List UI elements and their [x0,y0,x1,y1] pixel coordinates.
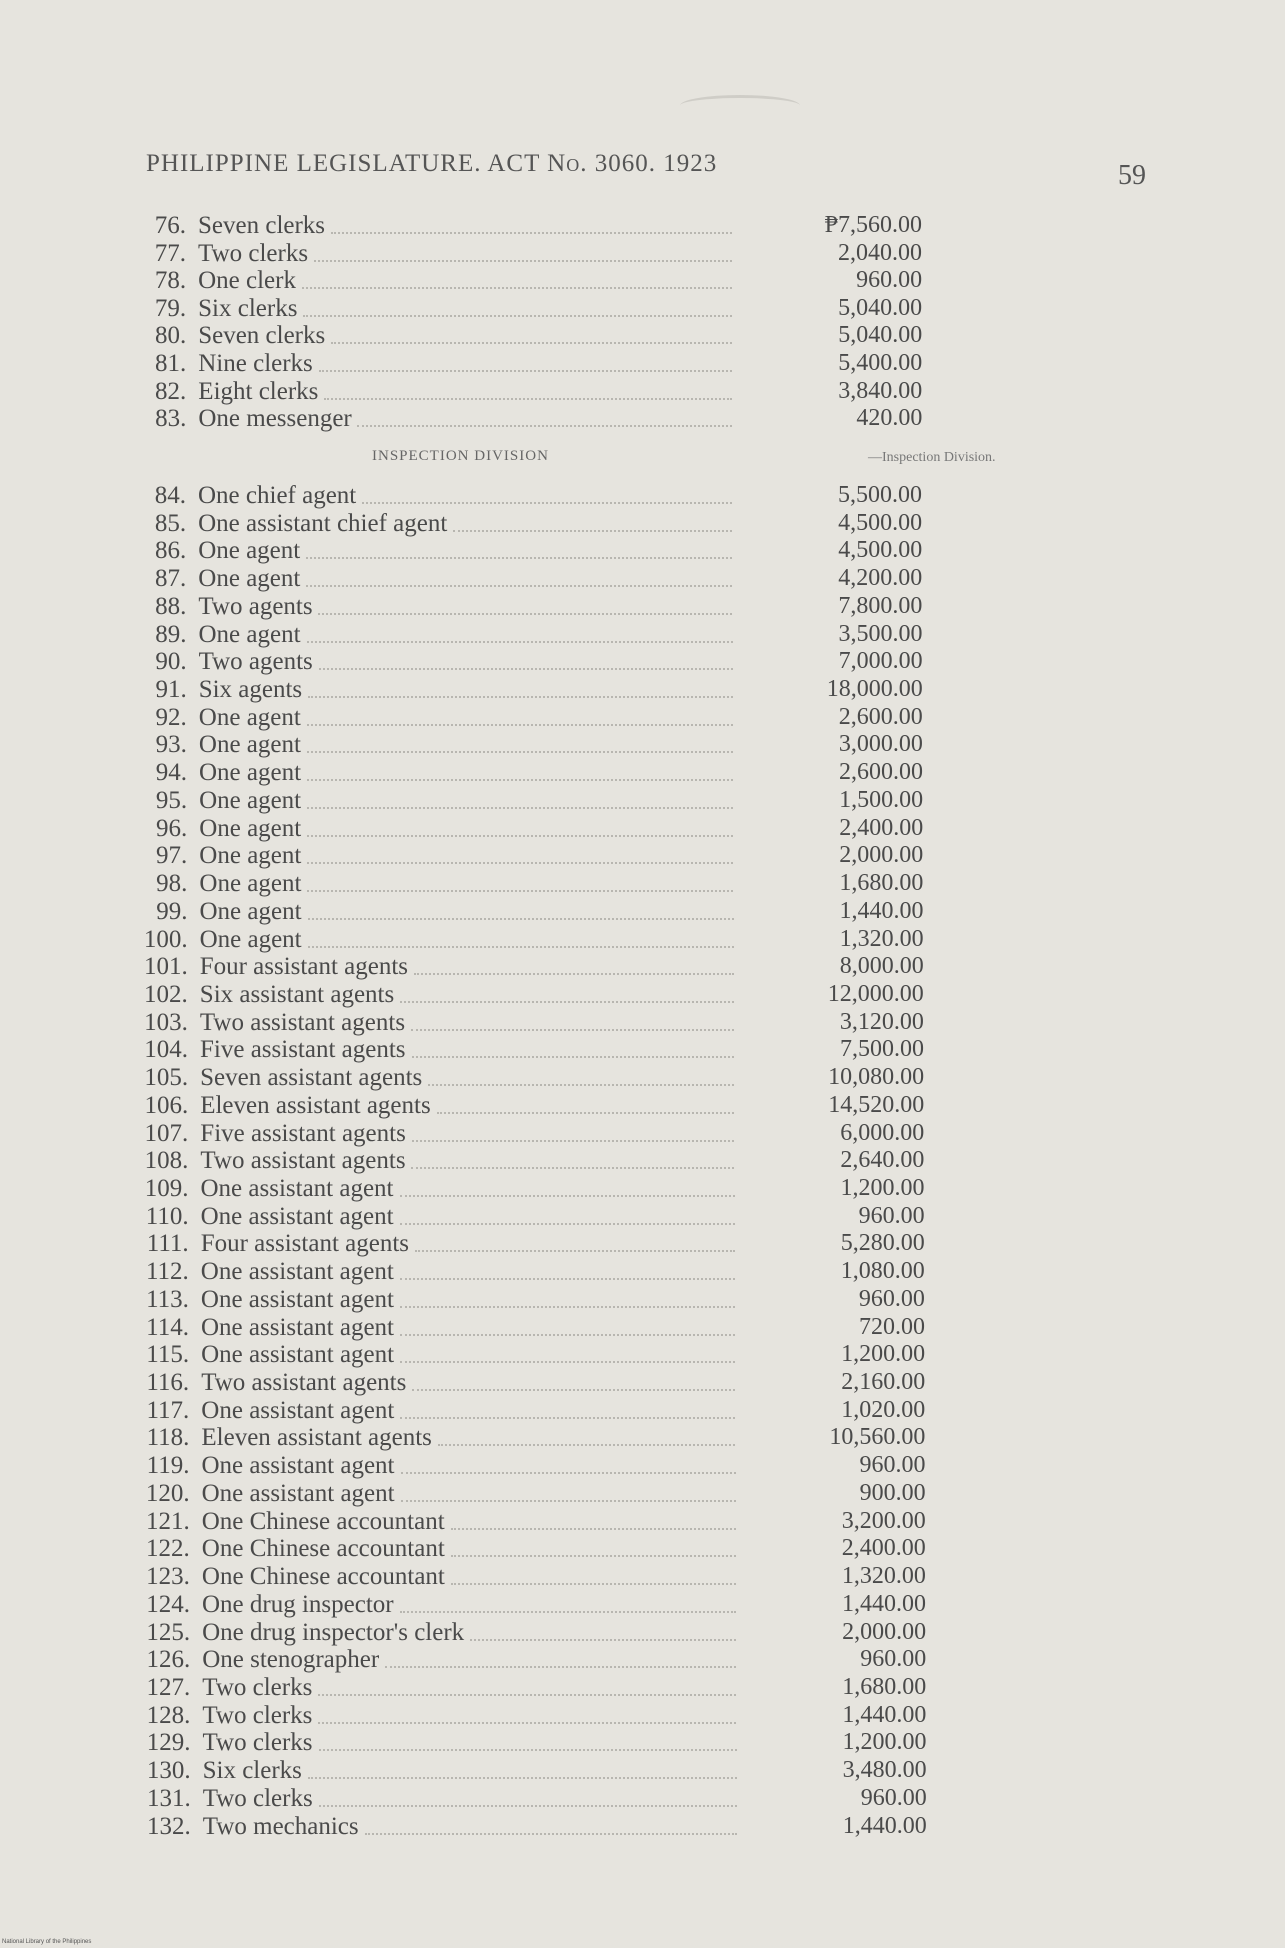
page-header: PHILIPPINE LEGISLATURE. ACT No. 3060. 1923 [146,150,718,177]
item-number: 127. [146,1673,191,1701]
item-number: 130. [146,1757,191,1785]
dot-leader [357,421,732,427]
item-number: 113. [146,1285,189,1313]
item-number: 123. [146,1563,190,1591]
dot-leader [453,526,732,532]
item-number: 94. [155,759,187,787]
item-amount: 3,500.00 [838,620,923,647]
table-row [0,295,1285,323]
dot-leader [400,1302,735,1308]
item-description: One agent [198,620,301,648]
item-number: 119. [146,1452,190,1480]
dot-leader [470,1635,736,1641]
item-number: 76. [154,212,186,239]
item-description: One assistant agent [200,1258,394,1286]
item-number: 93. [155,731,187,759]
item-description: Five assistant agents [200,1119,406,1147]
dot-leader [401,1496,736,1502]
item-number: 100. [143,925,188,953]
item-description: One agent [199,759,302,787]
table-row [0,240,1285,268]
dot-leader [451,1551,736,1557]
dot-leader [400,1607,736,1613]
dot-leader [308,1773,737,1779]
table-row [0,1009,1285,1037]
item-description: One assistant agent [201,1313,395,1341]
item-description: One assistant agent [200,1202,394,1230]
dot-leader [318,609,732,615]
dot-leader [302,283,732,289]
item-number: 82. [155,377,187,405]
table-row [0,759,1285,787]
item-amount: 3,480.00 [842,1757,927,1784]
item-description: One Chinese accountant [201,1507,445,1535]
table-row [0,1674,1285,1702]
item-description: One agent [199,897,302,925]
dot-leader [400,997,734,1003]
item-description: Two clerks [202,1673,313,1701]
item-number: 105. [144,1064,189,1092]
item-amount: 3,000.00 [838,731,923,758]
item-number: 97. [156,842,188,870]
table-row [0,378,1285,406]
dot-leader [401,1468,736,1474]
item-amount: 18,000.00 [826,676,923,703]
dot-leader [365,1829,737,1835]
table-row [0,787,1285,815]
table-row [0,1480,1285,1508]
item-number: 104. [144,1036,188,1064]
dot-leader [308,914,734,920]
item-amount: 2,600.00 [838,703,923,730]
dot-leader [308,692,733,698]
section-heading: INSPECTION DIVISION [372,448,549,464]
item-amount: 2,640.00 [840,1147,925,1174]
table-row [0,1314,1285,1342]
dot-leader [331,228,732,234]
table-row [0,815,1285,843]
item-amount: 1,200.00 [842,1729,927,1756]
table-row [0,1120,1285,1148]
item-amount: 10,560.00 [829,1424,926,1451]
item-number: 98. [156,870,188,898]
item-amount: 4,500.00 [838,537,923,564]
item-amount: ₱7,560.00 [824,212,922,238]
dot-leader [319,366,732,372]
item-amount: 1,440.00 [842,1812,927,1839]
item-number: 124. [146,1590,190,1618]
dot-leader [414,969,734,975]
item-description: One assistant agent [201,1479,395,1507]
item-description: Two agents [198,648,313,676]
item-number: 96. [155,814,188,842]
item-amount: 7,800.00 [838,592,923,619]
item-number: 99. [156,897,188,925]
item-number: 111. [146,1230,189,1258]
dot-leader [400,1357,735,1363]
item-amount: 960.00 [856,267,923,294]
item-description: One drug inspector [202,1590,394,1618]
table-row [0,1258,1285,1286]
item-amount: 1,320.00 [841,1563,926,1590]
dot-leader [307,803,733,809]
item-number: 95. [155,786,188,814]
table-row [0,1147,1285,1175]
dot-leader [438,1440,735,1446]
item-description: One assistant agent [201,1396,395,1424]
item-description: Six agents [198,676,303,704]
table-row [0,1757,1285,1785]
item-amount: 1,320.00 [839,925,924,952]
item-description: One agent [199,925,302,953]
item-amount: 960.00 [858,1285,925,1312]
item-description: One agent [199,814,302,842]
item-description: One agent [199,786,302,814]
dot-leader [307,775,733,781]
dot-leader [428,1080,734,1086]
item-number: 92. [155,703,187,731]
item-amount: 12,000.00 [827,980,924,1007]
item-amount: 960.00 [859,1452,926,1479]
item-number: 125. [146,1618,191,1646]
table-row [0,565,1285,593]
table-row [0,1286,1285,1314]
scan-smudge [680,95,800,116]
table-row [0,1563,1285,1591]
item-description: Seven assistant agents [200,1064,423,1092]
item-amount: 2,400.00 [839,814,924,841]
table-row [0,1452,1285,1480]
item-amount: 900.00 [859,1479,926,1506]
dot-leader [318,1718,736,1724]
item-number: 116. [146,1369,190,1397]
item-number: 80. [154,322,187,350]
table-row [0,1369,1285,1397]
dot-leader [306,553,732,559]
table-row [0,1175,1285,1203]
item-description: One clerk [198,267,296,295]
item-description: Six clerks [202,1757,302,1785]
dot-leader [451,1524,736,1530]
item-amount: 960.00 [860,1646,927,1673]
table-row [0,1729,1285,1757]
item-number: 78. [154,267,187,295]
table-row [0,350,1285,378]
table-row [0,212,1285,240]
item-description: One assistant agent [200,1285,394,1313]
item-amount: 2,160.00 [841,1369,926,1396]
dot-leader [307,747,733,753]
item-number: 88. [155,592,187,620]
item-number: 128. [146,1701,191,1729]
item-amount: 1,500.00 [839,786,924,813]
item-description: One agent [199,870,302,898]
item-number: 84. [154,482,186,509]
item-amount: 2,040.00 [838,239,923,266]
item-description: One agent [199,842,302,870]
item-description: Eight clerks [198,377,319,405]
item-number: 77. [154,239,187,267]
item-number: 103. [144,1008,188,1036]
item-amount: 1,020.00 [841,1396,926,1423]
table-row [0,1785,1285,1813]
dot-leader [415,1246,735,1252]
table-row [0,1092,1285,1120]
item-description: Two clerks [202,1701,313,1729]
dot-leader [412,1385,735,1391]
dot-leader [306,581,732,587]
table-row [0,593,1285,621]
item-amount: 3,200.00 [841,1507,926,1534]
item-amount: 1,440.00 [839,897,924,924]
item-number: 89. [155,620,187,648]
item-description: Five assistant agents [200,1036,406,1064]
dot-leader [319,664,733,670]
item-description: One Chinese accountant [201,1535,445,1563]
item-number: 108. [144,1147,189,1175]
item-amount: 4,500.00 [838,509,923,536]
item-number: 126. [146,1646,191,1674]
dot-leader [412,1136,734,1142]
dot-leader [303,311,732,317]
item-description: Eleven assistant agents [201,1424,432,1452]
dot-leader [362,498,732,504]
item-description: One assistant agent [201,1452,395,1480]
table-row [0,842,1285,870]
item-number: 109. [144,1175,189,1202]
table-row [0,704,1285,732]
item-description: One agent [198,537,301,565]
table-row [0,870,1285,898]
item-amount: 8,000.00 [839,953,924,980]
item-description: One messenger [198,405,352,433]
item-number: 122. [146,1535,190,1563]
table-row [0,953,1285,981]
item-amount: 2,000.00 [839,842,924,869]
dot-leader [318,1690,736,1696]
item-amount: 6,000.00 [840,1119,925,1146]
item-description: Two clerks [202,1784,313,1812]
dot-leader [331,338,732,344]
table-row [0,1619,1285,1647]
item-number: 112. [145,1258,189,1286]
dot-leader [400,1191,735,1197]
item-amount: 1,680.00 [839,870,924,897]
item-description: One drug inspector's clerk [202,1618,465,1646]
item-number: 107. [144,1119,189,1147]
item-amount: 4,200.00 [838,565,923,592]
table-row [0,405,1285,433]
dot-leader [319,1801,737,1807]
table-row [0,1036,1285,1064]
dot-leader [400,1274,735,1280]
table-row [0,510,1285,538]
table-row [0,267,1285,295]
item-amount: 720.00 [859,1313,925,1340]
dot-leader [411,1025,734,1031]
item-number: 90. [155,648,187,676]
item-amount: 1,440.00 [842,1590,926,1617]
item-description: One chief agent [198,482,357,509]
item-amount: 14,520.00 [828,1091,925,1118]
item-description: One agent [198,703,301,731]
item-number: 101. [143,953,188,981]
margin-note: —Inspection Division. [868,450,996,465]
item-description: Seven clerks [198,212,326,239]
table-row [0,648,1285,676]
item-number: 132. [147,1812,191,1840]
table-row [0,1508,1285,1536]
table-row [0,1646,1285,1674]
item-amount: 5,040.00 [838,294,923,321]
item-number: 83. [155,405,187,433]
item-amount: 7,000.00 [838,648,923,675]
item-number: 118. [146,1424,190,1452]
item-amount: 3,840.00 [838,377,923,404]
dot-leader [308,942,734,948]
dot-leader [400,1219,735,1225]
table-row [0,898,1285,926]
item-number: 115. [146,1341,190,1369]
item-number: 79. [154,294,187,322]
item-amount: 1,200.00 [840,1175,925,1201]
item-description: Six clerks [198,294,298,322]
dot-leader [400,1330,735,1336]
table-row [0,1203,1285,1231]
dot-leader [411,1163,734,1169]
page-number: 59 [1118,160,1146,191]
item-number: 120. [145,1479,190,1507]
table-row [0,926,1285,954]
item-number: 131. [146,1784,191,1812]
item-description: Two clerks [202,1729,313,1757]
item-amount: 5,500.00 [838,482,922,508]
library-footer-note: National Library of the Philippines [2,1939,92,1945]
item-description: Four assistant agents [199,953,409,981]
item-number: 91. [155,676,187,704]
dot-leader [412,1052,734,1058]
table-row [0,1397,1285,1425]
item-amount: 960.00 [858,1202,925,1229]
item-amount: 2,400.00 [841,1535,926,1562]
item-amount: 5,280.00 [840,1230,925,1257]
table-row [0,1424,1285,1452]
item-number: 86. [154,537,187,565]
item-number: 106. [144,1091,189,1119]
item-description: Two mechanics [202,1812,359,1840]
dot-leader [324,394,732,400]
table-row [0,482,1285,510]
table-row [0,981,1285,1009]
item-description: Two assistant agents [199,1008,406,1036]
item-amount: 5,400.00 [838,350,923,376]
item-number: 102. [144,980,188,1008]
item-number: 110. [145,1202,189,1230]
item-description: Two clerks [198,239,309,267]
item-description: One Chinese accountant [201,1563,445,1591]
item-description: Nine clerks [198,350,313,377]
item-description: One agent [198,565,301,593]
item-number: 129. [146,1729,191,1757]
item-description: One assistant agent [201,1341,395,1369]
dot-leader [307,720,733,726]
item-description: Eleven assistant agents [200,1091,431,1119]
dot-leader [307,831,733,837]
item-number: 114. [146,1313,189,1341]
dot-leader [307,637,733,643]
item-number: 117. [146,1396,190,1424]
table-row [0,322,1285,350]
table-row [0,731,1285,759]
item-amount: 1,080.00 [840,1258,925,1285]
table-row [0,1064,1285,1092]
table-row [0,1230,1285,1258]
item-description: Four assistant agents [200,1230,410,1258]
dot-leader [385,1662,736,1668]
item-amount: 1,440.00 [842,1701,927,1728]
dot-leader [307,886,733,892]
item-description: Two assistant agents [200,1147,406,1175]
item-amount: 960.00 [860,1784,927,1811]
dot-leader [400,1413,735,1419]
table-row [0,1591,1285,1619]
item-description: Six assistant agents [199,980,395,1008]
table-row [0,676,1285,704]
item-amount: 1,200.00 [841,1341,926,1368]
table-row [0,1702,1285,1730]
item-amount: 1,680.00 [842,1673,927,1700]
table-row [0,1535,1285,1563]
item-description: One agent [198,731,301,759]
item-description: One stenographer [202,1646,380,1674]
item-amount: 2,000.00 [842,1618,927,1645]
item-number: 85. [154,509,187,537]
item-number: 87. [155,565,187,593]
item-number: 121. [145,1507,190,1535]
item-description: Two assistant agents [201,1369,407,1397]
item-amount: 2,600.00 [839,759,923,786]
table-row [0,1813,1285,1841]
item-amount: 3,120.00 [839,1008,924,1035]
dot-leader [451,1579,736,1585]
dot-leader [437,1108,734,1114]
item-description: Seven clerks [198,322,326,350]
table-row [0,621,1285,649]
item-amount: 5,040.00 [838,322,923,349]
item-amount: 420.00 [856,405,923,432]
item-amount: 10,080.00 [828,1064,925,1091]
table-row [0,537,1285,565]
item-number: 81. [155,350,187,377]
dot-leader [314,256,732,262]
table-row [0,1341,1285,1369]
item-description: One assistant chief agent [198,509,448,537]
dot-leader [307,858,733,864]
item-description: One assistant agent [200,1175,394,1202]
dot-leader [319,1745,737,1751]
item-description: Two agents [198,592,313,620]
item-amount: 7,500.00 [840,1036,924,1063]
